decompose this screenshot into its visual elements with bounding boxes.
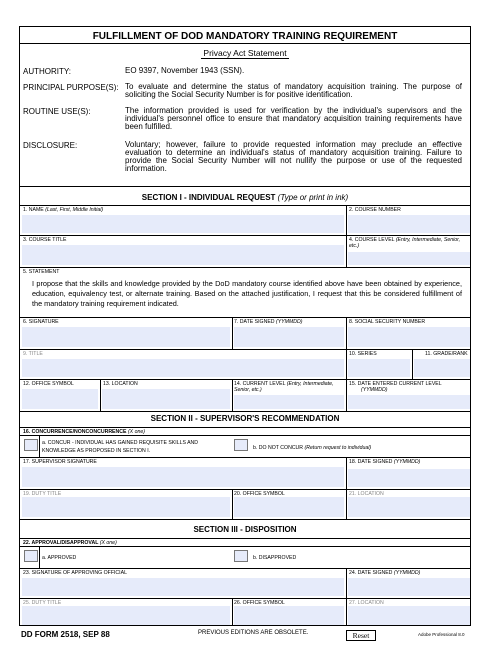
authority-text: EO 9397, November 1943 (SSN). — [125, 66, 245, 75]
adobe-version: Adobe Professional 8.0 — [418, 632, 465, 637]
location-input[interactable] — [102, 389, 230, 409]
approver-office-symbol-input[interactable] — [234, 606, 344, 625]
section-3-title: SECTION III - DISPOSITION — [193, 525, 297, 534]
sup-location-input[interactable] — [348, 497, 470, 517]
approver-date-label: 24. DATE SIGNED (YYMMDD) — [349, 570, 421, 576]
title-label: 9. TITLE — [23, 351, 43, 357]
approver-signature-label: 23. SIGNATURE OF APPROVING OFFICIAL — [23, 570, 127, 576]
supervisor-signature-label: 17. SUPERVISOR SIGNATURE — [23, 459, 97, 465]
concurrence-label: 16. CONCURRENCE/NONCONCURRENCE (X one) — [23, 429, 145, 435]
sup-duty-title-label: 19. DUTY TITLE — [23, 491, 62, 497]
date-signed-label: 7. DATE SIGNED (YYMMDD) — [234, 319, 303, 325]
course-title-input[interactable] — [22, 245, 344, 265]
course-level-input[interactable] — [348, 252, 470, 265]
series-input[interactable] — [348, 359, 410, 377]
approved-checkbox[interactable] — [24, 550, 38, 562]
training-form — [19, 26, 471, 626]
office-symbol-input[interactable] — [22, 389, 98, 409]
purpose-label: PRINCIPAL PURPOSE(S): — [23, 83, 119, 92]
statement-text: I propose that the skills and knowledge provided by the DoD mandatory course identified above have been obtained by experience, education, equivalency test, or alternate training. Based on the attached justification, I request that this be considered fulfillment of the mandatory training requirement indicated. — [32, 279, 462, 308]
approver-duty-title-input[interactable] — [22, 606, 230, 625]
approver-location-label: 27. LOCATION — [349, 600, 384, 606]
ssn-input[interactable] — [348, 327, 470, 347]
approver-location-input[interactable] — [348, 606, 470, 625]
sup-duty-title-input[interactable] — [22, 497, 230, 517]
previous-editions-note: PREVIOUS EDITIONS ARE OBSOLETE. — [198, 630, 309, 636]
course-title-label: 3. COURSE TITLE — [23, 237, 67, 243]
form-title: FULFILLMENT OF DOD MANDATORY TRAINING REQUIREMENT — [92, 31, 398, 42]
current-level-input[interactable] — [234, 395, 344, 409]
disclosure-text: Voluntary; however, failure to provide requested information may preclude an effective evaluation to determine an individual's status of mandatory acquisition training. Failure to provide the Social Security Number will not nullify the purpose or use of the requested information. — [125, 140, 462, 173]
section-1-title: SECTION I - INDIVIDUAL REQUEST (Type or print in ink) — [141, 193, 349, 202]
authority-label: AUTHORITY: — [23, 67, 72, 76]
title-input[interactable] — [22, 359, 344, 377]
grade-input[interactable] — [414, 359, 470, 377]
disapproved-checkbox[interactable] — [234, 550, 248, 562]
section-2-title: SECTION II - SUPERVISOR'S RECOMMENDATION — [150, 414, 340, 423]
disapproved-label: b. DISAPPROVED — [253, 555, 297, 561]
course-number-label: 2. COURSE NUMBER — [349, 207, 401, 213]
disclosure-label: DISCLOSURE: — [23, 141, 78, 150]
concur-checkbox[interactable] — [24, 439, 38, 451]
routine-use-label: ROUTINE USE(S): — [23, 107, 91, 116]
privacy-act-title: Privacy Act Statement — [203, 48, 287, 58]
course-level-label: 4. COURSE LEVEL (Entry, Intermediate, Senior, etc.) — [349, 237, 461, 249]
ssn-label: 8. SOCIAL SECURITY NUMBER — [349, 319, 426, 325]
sup-office-symbol-label: 20. OFFICE SYMBOL — [234, 491, 285, 497]
not-concur-label: b. DO NOT CONCUR (Return request to individual) — [253, 445, 372, 451]
routine-use-text: The information provided is used for verification by the individual's supervisors and the individual's personnel office to ensure that mandatory acquisition training requirements have been fulfilled. — [125, 106, 462, 131]
name-input[interactable] — [22, 215, 344, 233]
reset-button[interactable]: Reset — [346, 630, 376, 641]
course-number-input[interactable] — [348, 215, 470, 233]
signature-label: 6. SIGNATURE — [23, 319, 59, 325]
location-label: 13. LOCATION — [103, 381, 138, 387]
name-label: 1. NAME (Last, First, Middle Initial) — [23, 207, 104, 213]
series-label: 10. SERIES — [349, 351, 377, 357]
concur-label: a. CONCUR - INDIVIDUAL HAS GAINED REQUISITE SKILLS AND KNOWLEDGE AS PROPOSED IN SECTION I. — [42, 440, 199, 454]
approved-label: a. APPROVED — [42, 555, 77, 561]
current-level-label: 14. CURRENT LEVEL (Entry, Intermediate, Senior, etc.) — [234, 381, 334, 393]
sup-location-label: 21. LOCATION — [349, 491, 384, 497]
statement-label: 5. STATEMENT — [23, 269, 60, 275]
form-id: DD FORM 2518, SEP 88 — [21, 630, 110, 639]
office-symbol-label: 12. OFFICE SYMBOL — [23, 381, 74, 387]
date-entered-input[interactable] — [348, 395, 470, 409]
signature-input[interactable] — [22, 327, 230, 347]
grade-label: 11. GRADE/RANK — [425, 351, 468, 357]
not-concur-checkbox[interactable] — [234, 439, 248, 451]
approver-office-symbol-label: 26. OFFICE SYMBOL — [234, 600, 285, 606]
supervisor-date-label: 18. DATE SIGNED (YYMMDD) — [349, 459, 421, 465]
approver-signature-input[interactable] — [22, 578, 344, 596]
supervisor-signature-input[interactable] — [22, 467, 344, 487]
purpose-text: To evaluate and determine the status of mandatory acquisition training. The purpose of soliciting the Social Security Number is for positive identification. — [125, 82, 462, 99]
date-signed-input[interactable] — [234, 327, 344, 347]
approver-date-input[interactable] — [348, 578, 470, 596]
approver-duty-title-label: 25. DUTY TITLE — [23, 600, 62, 606]
approval-label: 22. APPROVAL/DISAPPROVAL (X one) — [23, 540, 117, 546]
supervisor-date-input[interactable] — [348, 469, 470, 487]
date-entered-label: 15. DATE ENTERED CURRENT LEVEL (YYMMDD) — [349, 381, 442, 393]
sup-office-symbol-input[interactable] — [234, 497, 344, 517]
